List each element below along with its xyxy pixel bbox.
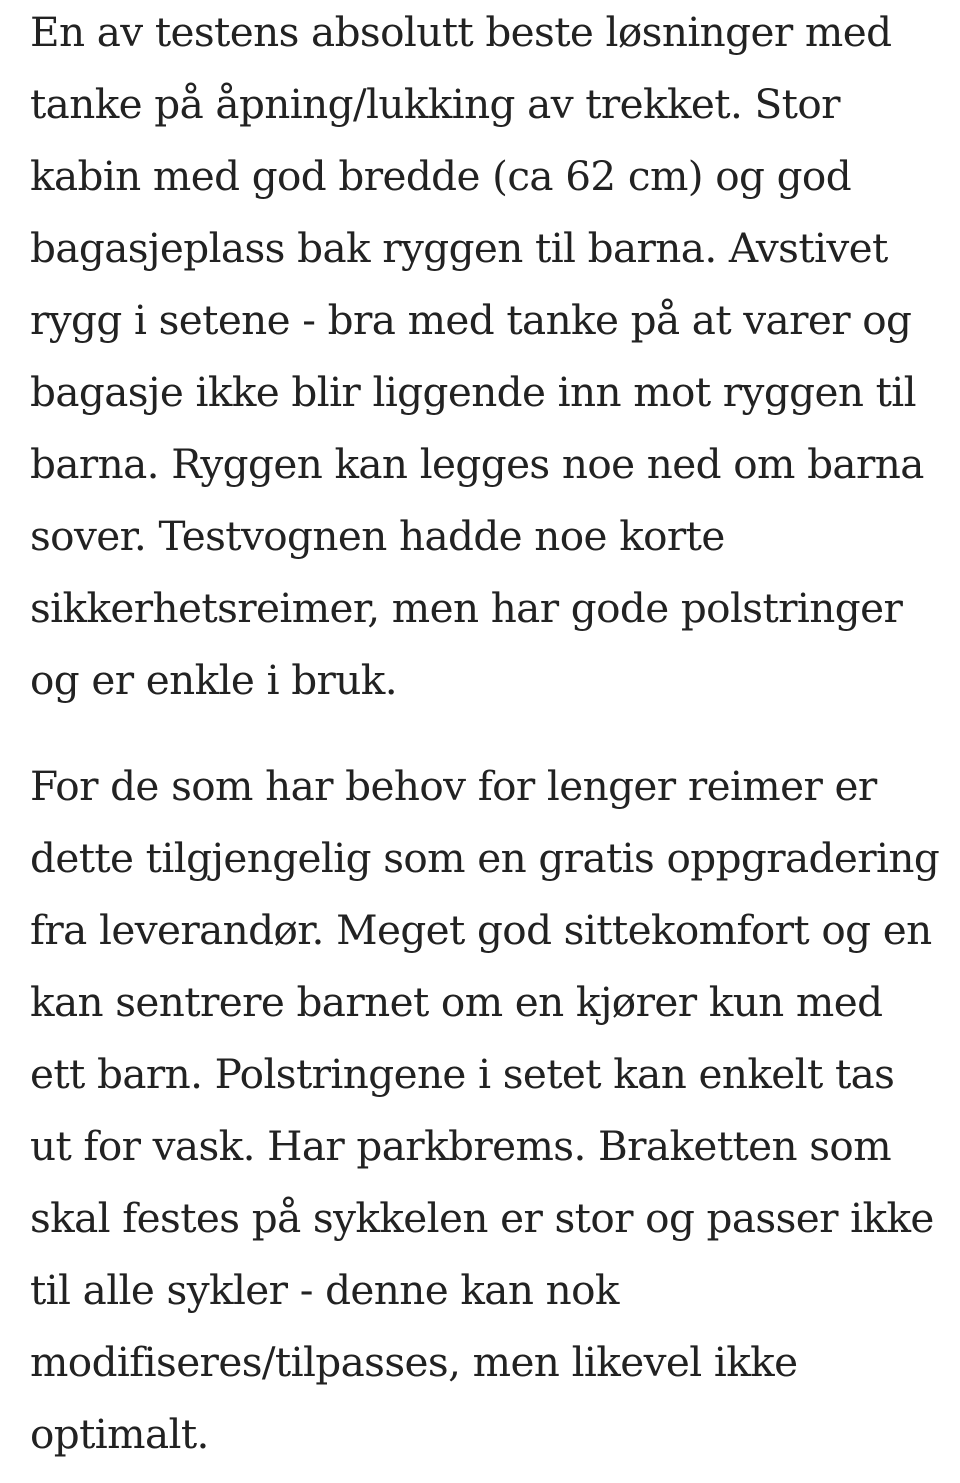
article-paragraph: For de som har behov for lenger reimer er dette tilgjengelig som en gratis oppgradering fra leverandør. Meget god sittekomfort og en kan sentrere barnet om en kjører kun med ett barn. Polstringene i setet kan enkelt tas ut for vask. Har parkbrems. Braketten som skal festes på sykkelen er stor og passer ikke til alle sykler - denne kan nok modifiseres/tilpasses, men likevel ikke optimalt. bbox=[30, 762, 940, 1458]
article-paragraph: En av testens absolutt beste løsninger med tanke på åpning/lukking av trekket. Stor kabin med god bredde (ca 62 cm) og god bagasjeplass bak ryggen til barna. Avstivet rygg i setene - bra med tanke på at varer og bagasje ikke blir liggende inn mot ryggen til barna. Ryggen kan legges noe ned om barna sover. Testvognen hadde noe korte sikkerhetsreimer, men har gode polstringer og er enkle i bruk. bbox=[30, 8, 924, 704]
article-body bbox=[30, 0, 942, 1470]
